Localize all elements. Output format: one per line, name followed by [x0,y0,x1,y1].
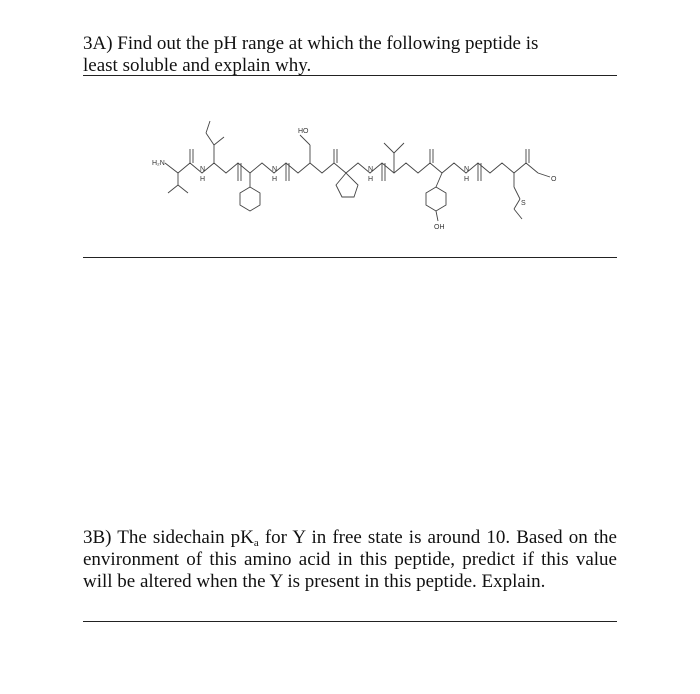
carboxyl-o-label: O [551,176,557,183]
answer-rule-bottom [83,621,617,622]
amide-n-label-3: N [368,166,374,173]
amide-h-label-3: H [368,176,374,183]
peptide-bonds [165,121,550,221]
serine-hydroxyl-label: HO [298,128,309,135]
amide-n-label-1: N [200,166,206,173]
question-3a-line1: 3A) Find out the pH range at which the following peptide is [83,33,539,54]
question-3b-part2: for Y in free state is around 10. Based on the environment of this amino acid in this peptide, predict if this value will be altered when the Y is present in this peptide. Explain. [83,527,617,592]
tyrosine-hydroxyl-label: OH [434,224,445,231]
amide-n-label-4: N [464,166,470,173]
question-3a-line2: least soluble and explain why. [83,55,312,76]
question-3b [83,527,617,593]
answer-rule-middle [83,257,617,258]
amide-h-label-4: H [464,176,470,183]
n-terminus-label: H₂N [152,160,165,167]
answer-rule-top [83,75,617,76]
sulfur-label: S [521,200,526,207]
question-3a [83,33,617,77]
amide-h-label-2: H [272,176,278,183]
peptide-structure-figure [140,105,560,235]
question-3b-part1: 3B) The sidechain pK [83,527,254,548]
amide-h-label-1: H [200,176,206,183]
pka-subscript: a [253,537,259,549]
amide-n-label-2: N [272,166,278,173]
